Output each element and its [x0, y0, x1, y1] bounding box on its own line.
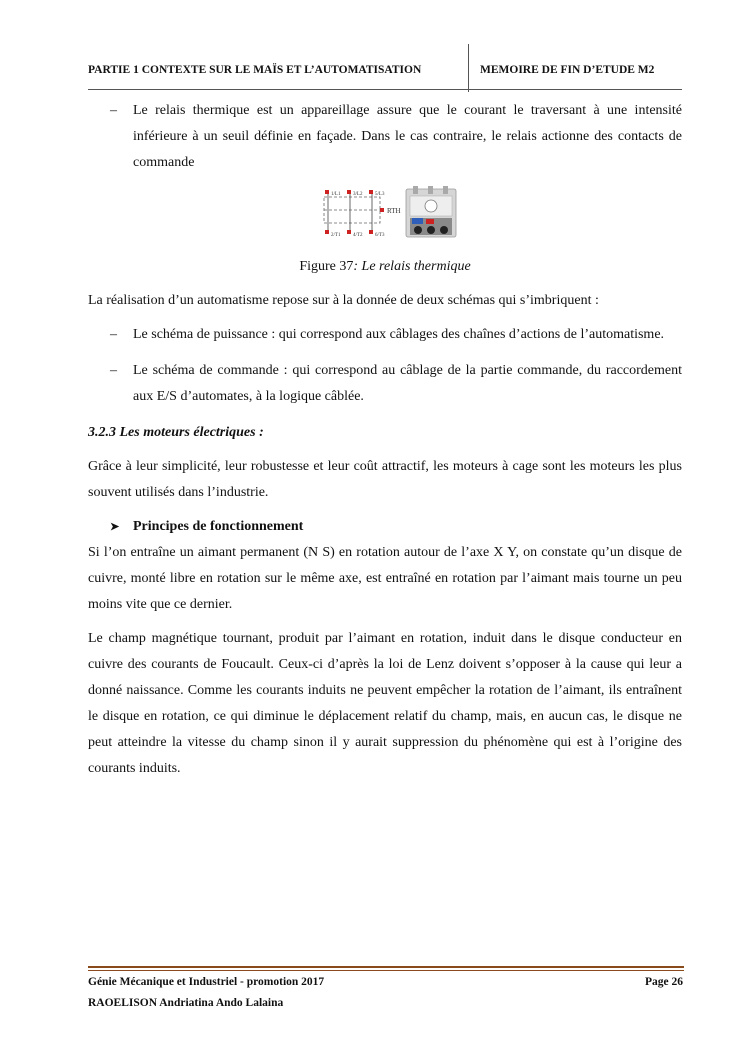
page-header: [88, 44, 682, 92]
bullet-relais: [88, 98, 682, 176]
bullet-relais-text: Le relais thermique est un appareillage assure que le courant le traversant à une intensité inférieure à un seuil définie en façade. Dans le cas contraire, le relais actionne des contacts de commande: [133, 103, 682, 170]
subsection-heading: [88, 514, 682, 540]
paragraph-moteurs: Grâce à leur simplicité, leur robustesse et leur coût attractif, les moteurs à cage sont les moteurs les plus souvent utilisés dans l’industrie.: [88, 459, 682, 500]
relais-schematic: [324, 190, 401, 238]
footer-rule-thick: [88, 966, 684, 968]
paragraph-principe-2: Le champ magnétique tournant, produit par l’aimant en rotation, induit dans le disque conducteur en cuivre des courants de Foucault. Ceux-ci d’après la loi de Lenz doivent s’opposer à la cause qui leur a donné naissance. Comme les courants induits ne peuvent empêcher la rotation de l’aimant, ils entraînent le disque en rotation, ce qui diminue le déplacement relatif du champ, mais, en aucun cas, le disque ne peut atteindre la vitesse du champ sinon il y aurait suppression du phénomène qui est à l’origine des courants induits.: [88, 631, 682, 776]
bullet-commande: [88, 358, 682, 410]
schematic-label-l2: 3/L2: [353, 192, 363, 197]
relais-photo: [406, 186, 456, 237]
figure-relais: [88, 186, 682, 250]
footer-rule-thin: [88, 970, 684, 971]
header-rule: [88, 89, 682, 90]
header-right-title: MEMOIRE DE FIN D’ETUDE M2: [480, 64, 655, 76]
paragraph-intro: La réalisation d’un automatisme repose sur à la donnée de deux schémas qui s’imbriquent :: [88, 293, 599, 308]
bullet-commande-text: Le schéma de commande : qui correspond au câblage de la partie commande, du raccordement aux E/S d’automates, à la logique câblée.: [133, 363, 682, 404]
schematic-label-l3: 5/L3: [375, 192, 385, 197]
schematic-label-t3: 6/T3: [375, 233, 385, 238]
header-divider: [468, 44, 469, 92]
subsection-heading-text: Principes de fonctionnement: [133, 519, 304, 534]
relais-figure-svg: [88, 186, 682, 250]
bullet-puissance: [88, 322, 682, 348]
schematic-label-l1: 1/L1: [331, 192, 341, 197]
schematic-tag: RTH: [387, 207, 401, 215]
figure-number: Figure 37: [299, 259, 354, 274]
dash-marker: –: [110, 327, 117, 342]
bullet-puissance-text: Le schéma de puissance : qui correspond aux câblages des chaînes d’actions de l’automatisme.: [133, 327, 665, 342]
footer-page-number: Page 26: [644, 976, 683, 988]
figure-caption: [88, 254, 682, 280]
figure-title: : Le relais thermique: [353, 259, 471, 274]
section-heading: 3.2.3 Les moteurs électriques :: [88, 425, 264, 440]
schematic-label-t2: 4/T2: [353, 233, 363, 238]
footer-author: RAOELISON Andriatina Ando Lalaina: [88, 997, 284, 1009]
page-content: [88, 98, 682, 782]
header-left-title: PARTIE 1 CONTEXTE SUR LE MAÏS ET L’AUTOMATISATION: [88, 64, 422, 76]
dash-marker: –: [110, 103, 117, 118]
paragraph-principe-1: Si l’on entraîne un aimant permanent (N S) en rotation autour de l’axe X Y, on constate qu’un disque de cuivre, monté libre en rotation sur le même axe, est entraîné en rotation par l’aimant mais tourne un peu moins vite que ce dernier.: [88, 545, 682, 612]
schematic-label-t1: 2/T1: [331, 233, 341, 238]
footer-program: Génie Mécanique et Industriel - promotion 2017: [88, 976, 325, 988]
arrow-bullet-icon: ➤: [110, 521, 120, 533]
dash-marker: –: [110, 363, 117, 378]
